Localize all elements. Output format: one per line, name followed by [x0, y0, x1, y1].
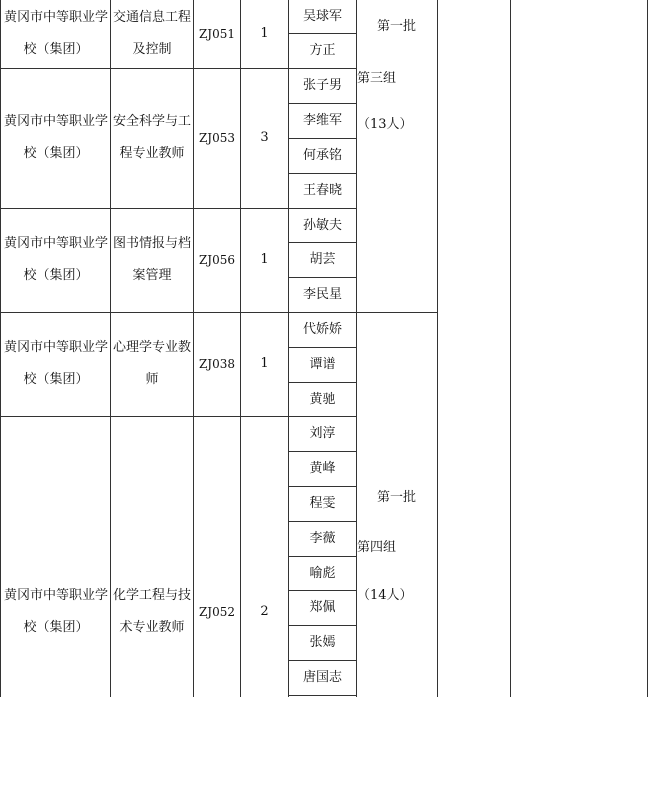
candidate-name: 刘淳 — [309, 426, 336, 441]
group-name: 第四组 — [357, 540, 397, 555]
cell-text: 案管理 — [132, 268, 172, 283]
table-row-unit — [2, 0, 110, 68]
table-row-code: ZJ053 — [198, 131, 236, 145]
cell-text: 校（集团） — [23, 620, 89, 635]
group-batch: 第一批 — [377, 19, 417, 34]
candidate-name: 张子男 — [302, 78, 342, 93]
cell-text: 术专业教师 — [119, 620, 185, 635]
cell-text: 安全科学与工 — [112, 114, 191, 129]
table-row-unit — [2, 208, 110, 312]
table-row-count: 3 — [260, 130, 269, 145]
group-count: （13人） — [357, 117, 413, 132]
table-row-code: ZJ038 — [198, 357, 236, 371]
candidate-name: 李薇 — [309, 531, 336, 546]
cell-text: 图书情报与档 — [112, 236, 191, 251]
candidate-name: 孙敏夫 — [302, 217, 342, 233]
cell-text: 及控制 — [132, 42, 172, 57]
table-row-code: ZJ056 — [198, 253, 236, 267]
grid-line — [356, 312, 438, 313]
group-count: （14人） — [357, 588, 413, 603]
table-row-position — [111, 68, 193, 208]
cell-text: 交通信息工程 — [112, 10, 191, 25]
candidate-name: 李民星 — [302, 287, 342, 302]
table-row-position — [111, 416, 193, 808]
cell-text: 黄冈市中等职业学 — [3, 236, 108, 251]
table-row-position — [111, 208, 193, 312]
cell-text: 师 — [145, 372, 159, 387]
grid-line — [437, 0, 438, 697]
table-row-code: ZJ052 — [198, 605, 236, 619]
grid-line — [647, 0, 648, 697]
candidate-name: 李维军 — [302, 113, 342, 128]
cell-text: 校（集团） — [23, 268, 89, 283]
candidate-name: 方正 — [309, 43, 336, 58]
candidate-name: 黄峰 — [309, 461, 336, 476]
grid-line — [510, 0, 511, 697]
group-block-4 — [357, 486, 437, 616]
candidate-name: 张嫣 — [309, 635, 336, 650]
candidate-name: 黄驰 — [309, 391, 336, 407]
cell-text: 校（集团） — [23, 146, 89, 161]
cell-text: 黄冈市中等职业学 — [3, 340, 108, 355]
group-block-3 — [357, 15, 437, 145]
cell-text: 黄冈市中等职业学 — [3, 114, 108, 129]
table-row-unit — [2, 416, 110, 808]
cell-text: 校（集团） — [23, 42, 89, 57]
cell-text: 心理学专业教 — [112, 340, 191, 355]
candidate-name: 王春晓 — [302, 183, 342, 198]
cell-text: 程专业教师 — [119, 146, 185, 161]
cell-text: 化学工程与技 — [112, 588, 191, 603]
table-row-position — [111, 0, 193, 68]
table-row-count: 2 — [260, 604, 269, 619]
table-row-count: 1 — [260, 252, 269, 267]
table-row-count: 1 — [260, 26, 269, 41]
candidate-name: 唐国志 — [302, 670, 342, 685]
group-name: 第三组 — [357, 71, 397, 86]
grid-line — [0, 0, 1, 697]
candidate-name: 吴球军 — [302, 8, 342, 24]
candidate-name: 代娇娇 — [302, 322, 342, 337]
candidate-name: 何承铭 — [302, 148, 342, 163]
cell-text: 校（集团） — [23, 372, 89, 387]
table-row-unit — [2, 68, 110, 208]
cell-text: 黄冈市中等职业学 — [3, 10, 108, 25]
candidate-name: 郑佩 — [309, 600, 336, 615]
table-row-position — [111, 312, 193, 416]
grid-line — [288, 695, 357, 696]
table-row-code: ZJ051 — [198, 27, 236, 41]
cell-text: 黄冈市中等职业学 — [3, 588, 108, 603]
group-batch: 第一批 — [377, 490, 417, 505]
candidate-name: 谭谱 — [309, 357, 336, 372]
candidate-name: 胡芸 — [309, 252, 336, 267]
table-row-unit — [2, 312, 110, 416]
candidate-name: 喻彪 — [309, 565, 336, 581]
table-row-count: 1 — [260, 356, 269, 371]
candidate-name: 程雯 — [309, 496, 336, 511]
